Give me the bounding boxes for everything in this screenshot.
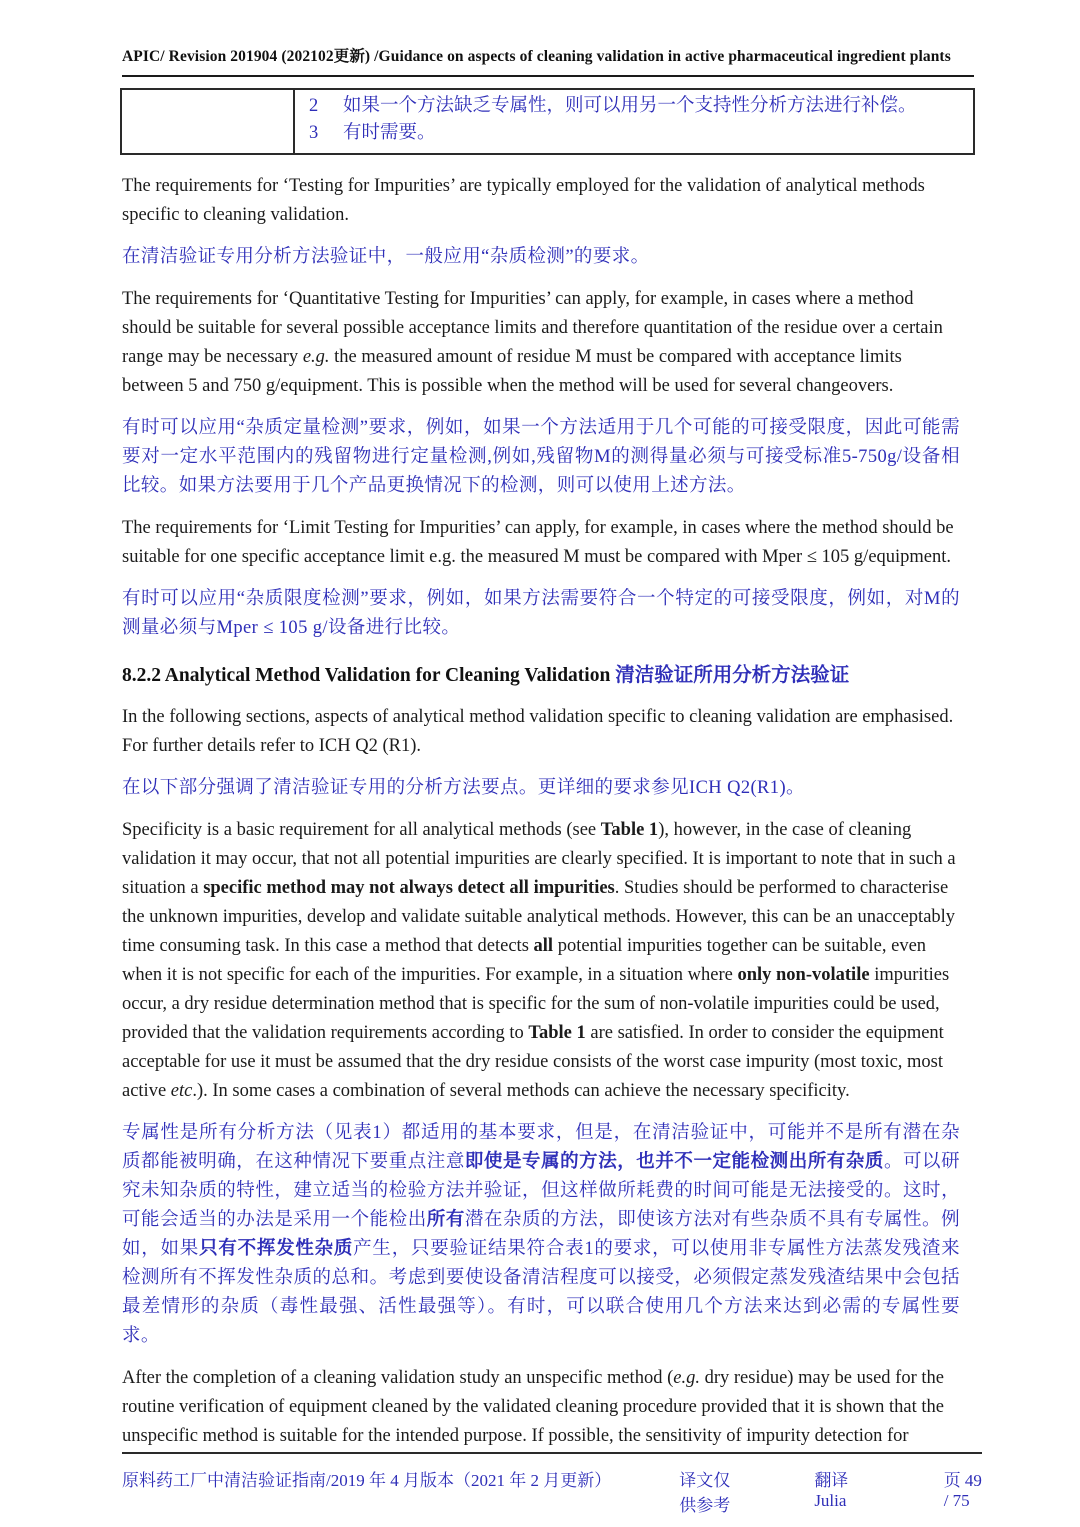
footnote-table-notes-cell bbox=[295, 90, 973, 153]
footer-translator: 翻译 Julia bbox=[814, 1471, 849, 1510]
text-run: 在清洁验证专用分析方法验证中，一般应用“杂质检测”的要求。 bbox=[122, 247, 650, 267]
text-run: etc bbox=[170, 1081, 193, 1101]
text-run: .). In some cases a combination of several methods can achieve the necessary specificity. bbox=[192, 1081, 850, 1101]
text-run: Table 1 bbox=[528, 1023, 586, 1043]
text-run: potential impurities together can be suitable, even when it is not specific for each of the impurities. For example, in a situation where bbox=[122, 936, 927, 985]
text-run: ), however, in the case of cleaning validation it may occur, that not all potential impurities are clearly specified. It is important to note that in such a situation a bbox=[122, 820, 956, 898]
paragraph-zh bbox=[122, 1119, 960, 1351]
text-run: . Studies should be performed to characterise the unknown impurities, develop and validate suitable analytical methods. However, this can be an unacceptably time consuming task. In this case a method that detects bbox=[122, 878, 956, 956]
text-run: all bbox=[533, 936, 554, 956]
text-run: The requirements for ‘Testing for Impurities’ are typically employed for the validation of analytical methods specific to cleaning validation. bbox=[122, 176, 925, 225]
footer-page-number: 页 49 / 75 bbox=[943, 1471, 982, 1510]
footnote-table bbox=[120, 88, 975, 155]
text-run: impurities occur, a dry residue determination method that is specific for the sum of non-volatile impurities could be used, provided that the validation requirements according to bbox=[122, 965, 950, 1043]
header-rule bbox=[122, 75, 974, 77]
text-run: e.g. bbox=[302, 347, 330, 367]
paragraph-en bbox=[122, 285, 960, 401]
text-run: dry residue) may be used for the routine verification of equipment cleaned by the validated cleaning procedure provided that it is shown that the unspecific method is suitable for the intended purpose. If possible, the sensitivity of impurity detection for bbox=[122, 1368, 944, 1446]
text-run: 潜在杂质的方法，即使该方法对有些杂质不具有专属性。例如，如果 bbox=[122, 1210, 960, 1259]
footnote-number: 2 bbox=[309, 96, 319, 116]
page-footer bbox=[122, 1452, 982, 1516]
text-run: 所有 bbox=[426, 1210, 465, 1230]
page-header bbox=[122, 44, 992, 77]
text-run: The requirements for ‘Limit Testing for Impurities’ can apply, for example, in cases where the method should be suitable for one specific acceptance limit e.g. the measured M must be compared with Mper ≤ 105 g/equipment. bbox=[122, 518, 954, 567]
text-run: 8.2.2 Analytical Method Validation for Cleaning Validation bbox=[122, 665, 616, 686]
text-run: 有时可以应用“杂质限度检测”要求，例如，如果方法需要符合一个特定的可接受限度，例如，对M的测量必须与Mper ≤ 105 g/设备进行比较。 bbox=[122, 589, 960, 638]
footnote-row bbox=[309, 120, 963, 147]
document-body bbox=[122, 172, 960, 1464]
text-run: In the following sections, aspects of analytical method validation specific to cleaning validation are emphasised. For further details refer to ICH Q2 (R1). bbox=[122, 707, 954, 756]
paragraph-zh bbox=[122, 414, 960, 501]
text-run: 。可以研究未知杂质的特性，建立适当的检验方法并验证，但这样做所耗费的时间可能是无法接受的。这时，可能会适当的办法是采用一个能检出 bbox=[122, 1152, 960, 1230]
text-run: 只有不挥发性杂质 bbox=[199, 1239, 354, 1259]
paragraph-zh bbox=[122, 243, 960, 272]
paragraph-zh bbox=[122, 774, 960, 803]
footnote-text: 有时需要。 bbox=[343, 123, 436, 143]
text-run: 专属性是所有分析方法（见表1）都适用的基本要求，但是，在清洁验证中，可能并不是所有潜在杂质都能被明确，在这种情况下要重点注意 bbox=[122, 1123, 960, 1172]
text-run: Table 1 bbox=[600, 820, 659, 840]
text-run: 即使是专属的方法，也并不一定能检测出所有杂质 bbox=[464, 1152, 884, 1172]
paragraph-en bbox=[122, 1364, 960, 1451]
header-title: APIC/ Revision 201904 (202102更新) /Guidance on aspects of cleaning validation in active pharmaceutical ingredient plants bbox=[122, 48, 951, 65]
footnote-text: 如果一个方法缺乏专属性，则可以用另一个支持性分析方法进行补偿。 bbox=[343, 96, 917, 116]
text-run: 有时可以应用“杂质定量检测”要求，例如，如果一个方法适用于几个可能的可接受限度，因此可能需要对一定水平范围内的残留物进行定量检测,例如,残留物M的测得量必须与可接受标准5-750g/设备相比较。如果方法要用于几个产品更换情况下的检测，则可以使用上述方法。 bbox=[122, 418, 960, 496]
section-heading bbox=[122, 661, 960, 690]
paragraph-zh bbox=[122, 585, 960, 643]
footnote-table-empty-cell bbox=[122, 90, 295, 153]
text-run: specific method may not always detect all impurities bbox=[203, 878, 615, 898]
paragraph-en bbox=[122, 816, 960, 1106]
footer-disclaimer: 译文仅供参考 bbox=[679, 1471, 731, 1515]
paragraph-en bbox=[122, 172, 960, 230]
footnote-row bbox=[309, 93, 963, 120]
text-run: only non-volatile bbox=[737, 965, 870, 985]
text-run: 在以下部分强调了清洁验证专用的分析方法要点。更详细的要求参见ICH Q2(R1)。 bbox=[122, 778, 805, 798]
text-run: e.g. bbox=[673, 1368, 700, 1388]
footer-document-title: 原料药工厂中清洁验证指南/2019 年 4 月版本（2021 年 2 月更新） bbox=[122, 1471, 612, 1490]
text-run: The requirements for ‘Quantitative Testing for Impurities’ can apply, for example, in cases where a method should be suitable for several possible acceptance limits and therefore quantitation of the residue over a certain range may be necessary bbox=[122, 289, 943, 367]
text-run: are satisfied. In order to consider the equipment acceptable for use it must be assumed that the dry residue consists of the worst case impurity (most toxic, most active bbox=[122, 1023, 944, 1101]
text-run: 清洁验证所用分析方法验证 bbox=[615, 665, 850, 686]
text-run: 产生，只要验证结果符合表1的要求，可以使用非专属性方法蒸发残渣来检测所有不挥发性杂质的总和。考虑到要使设备清洁程度可以接受，必须假定蒸发残渣结果中会包括最差情形的杂质（毒性最强、活性最强等）。有时，可以联合使用几个方法来达到必需的专属性要求。 bbox=[122, 1239, 960, 1346]
text-run: the measured amount of residue M must be compared with acceptance limits between 5 and 750 g/equipment. This is possible when the method will be used for several changeovers. bbox=[122, 347, 902, 396]
footnote-number: 3 bbox=[309, 123, 319, 143]
paragraph-en bbox=[122, 703, 960, 761]
text-run: Specificity is a basic requirement for all analytical methods (see bbox=[122, 820, 601, 840]
text-run: After the completion of a cleaning validation study an unspecific method ( bbox=[122, 1368, 674, 1388]
paragraph-en bbox=[122, 514, 960, 572]
